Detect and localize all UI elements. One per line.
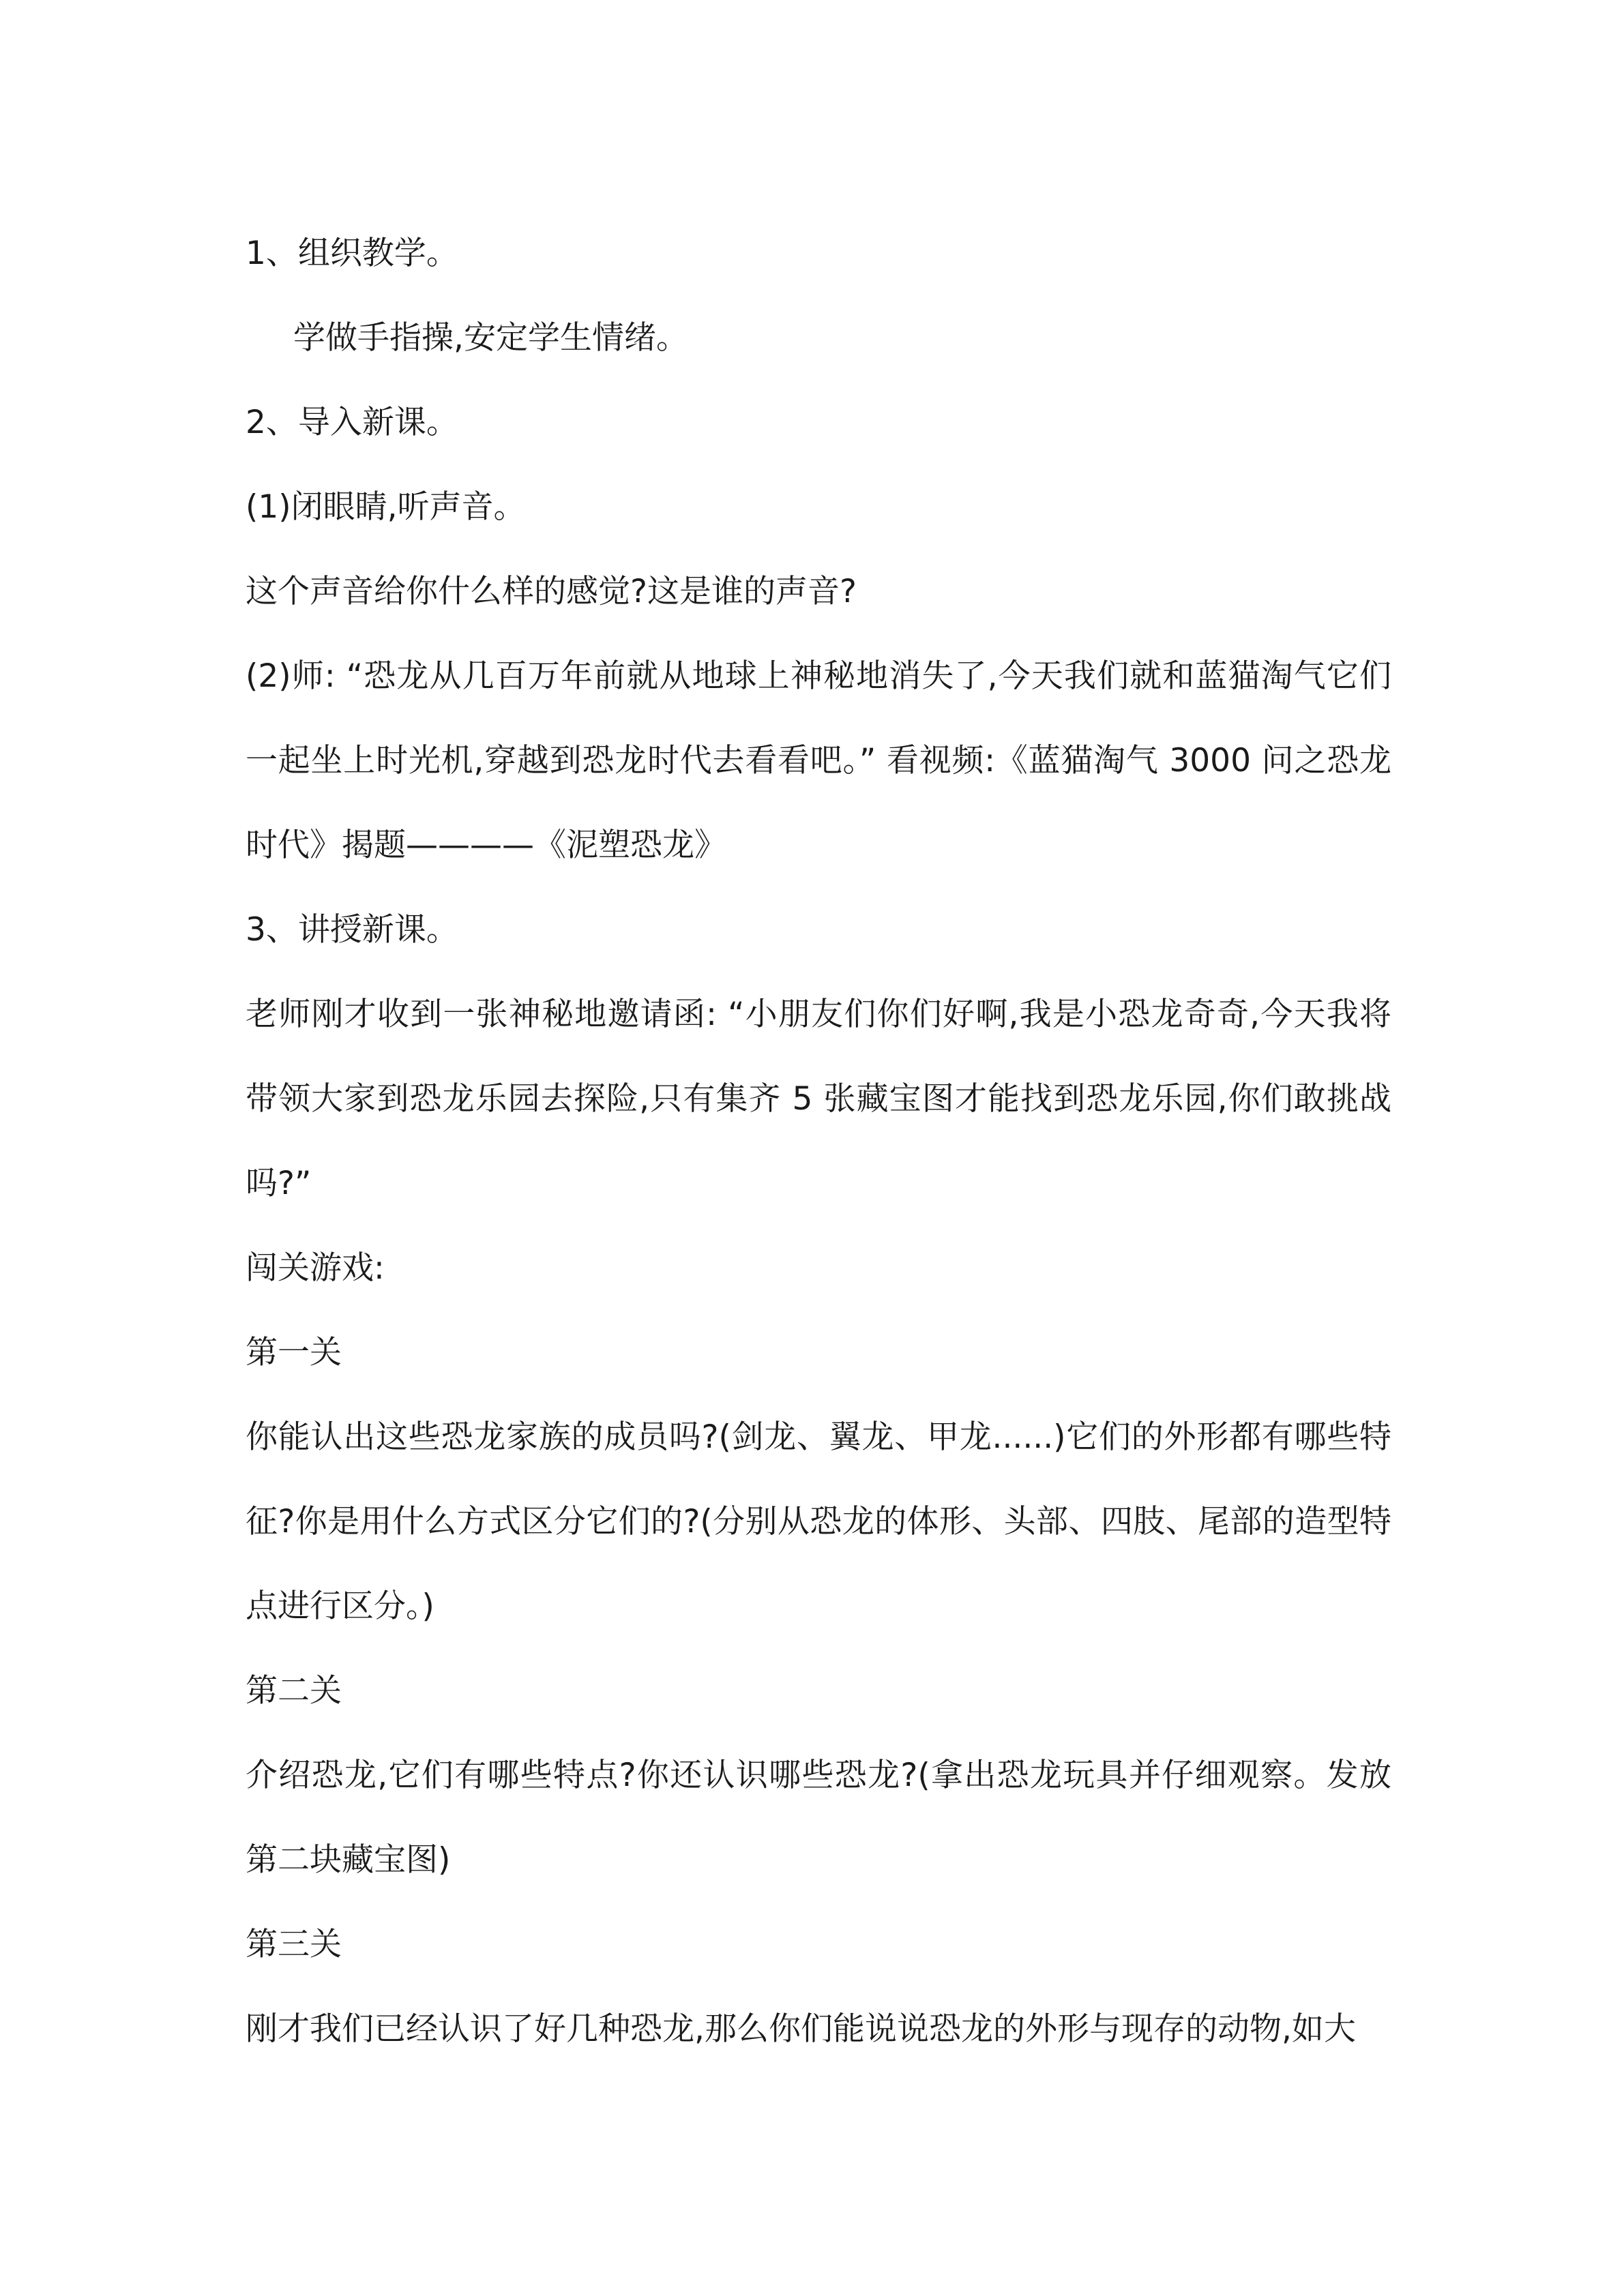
paragraph-teacher-intro: (2)师: “恐龙从几百万年前就从地球上神秘地消失了,今天我们就和蓝猫淘气它们一起坐上时光机,穿越到恐龙时代去看看吧。” 看视频:《蓝猫淘气 3000 问之恐龙时代》揭题————《泥塑恐龙》 xyxy=(246,657,1391,864)
document-body xyxy=(246,211,1391,2072)
paragraph-invitation: 老师刚才收到一张神秘地邀请函: “小朋友们你们好啊,我是小恐龙奇奇,今天我将带领大家到恐龙乐园去探险,只有集齐 5 张藏宝图才能找到恐龙乐园,你们敢挑战吗?” xyxy=(246,996,1391,1202)
heading-introduce-lesson: 2、导入新课。 xyxy=(246,404,458,441)
heading-organize-teaching: 1、组织教学。 xyxy=(246,235,458,272)
heading-teach-lesson: 3、讲授新课。 xyxy=(246,911,458,949)
paragraph-sound-question: 这个声音给你什么样的感觉?这是谁的声音? xyxy=(246,573,857,610)
paragraph-finger-exercise: 学做手指操,安定学生情绪。 xyxy=(293,319,688,357)
paragraph-level-three: 刚才我们已经认识了好几种恐龙,那么你们能说说恐龙的外形与现存的动物,如大 xyxy=(246,2010,1356,2048)
paragraph-level-two: 介绍恐龙,它们有哪些特点?你还认识哪些恐龙?(拿出恐龙玩具并仔细观察。发放第二块藏宝图) xyxy=(246,1757,1391,1879)
heading-level-three: 第三关 xyxy=(246,1926,342,1963)
paragraph-level-one: 你能认出这些恐龙家族的成员吗?(剑龙、翼龙、甲龙......)它们的外形都有哪些特征?你是用什么方式区分它们的?(分别从恐龙的体形、头部、四肢、尾部的造型特点进行区分。) xyxy=(246,1418,1391,1625)
heading-level-two: 第二关 xyxy=(246,1672,342,1710)
heading-level-one: 第一关 xyxy=(246,1334,342,1371)
paragraph-close-eyes: (1)闭眼睛,听声音。 xyxy=(246,488,526,526)
heading-level-game: 闯关游戏: xyxy=(246,1249,385,1287)
